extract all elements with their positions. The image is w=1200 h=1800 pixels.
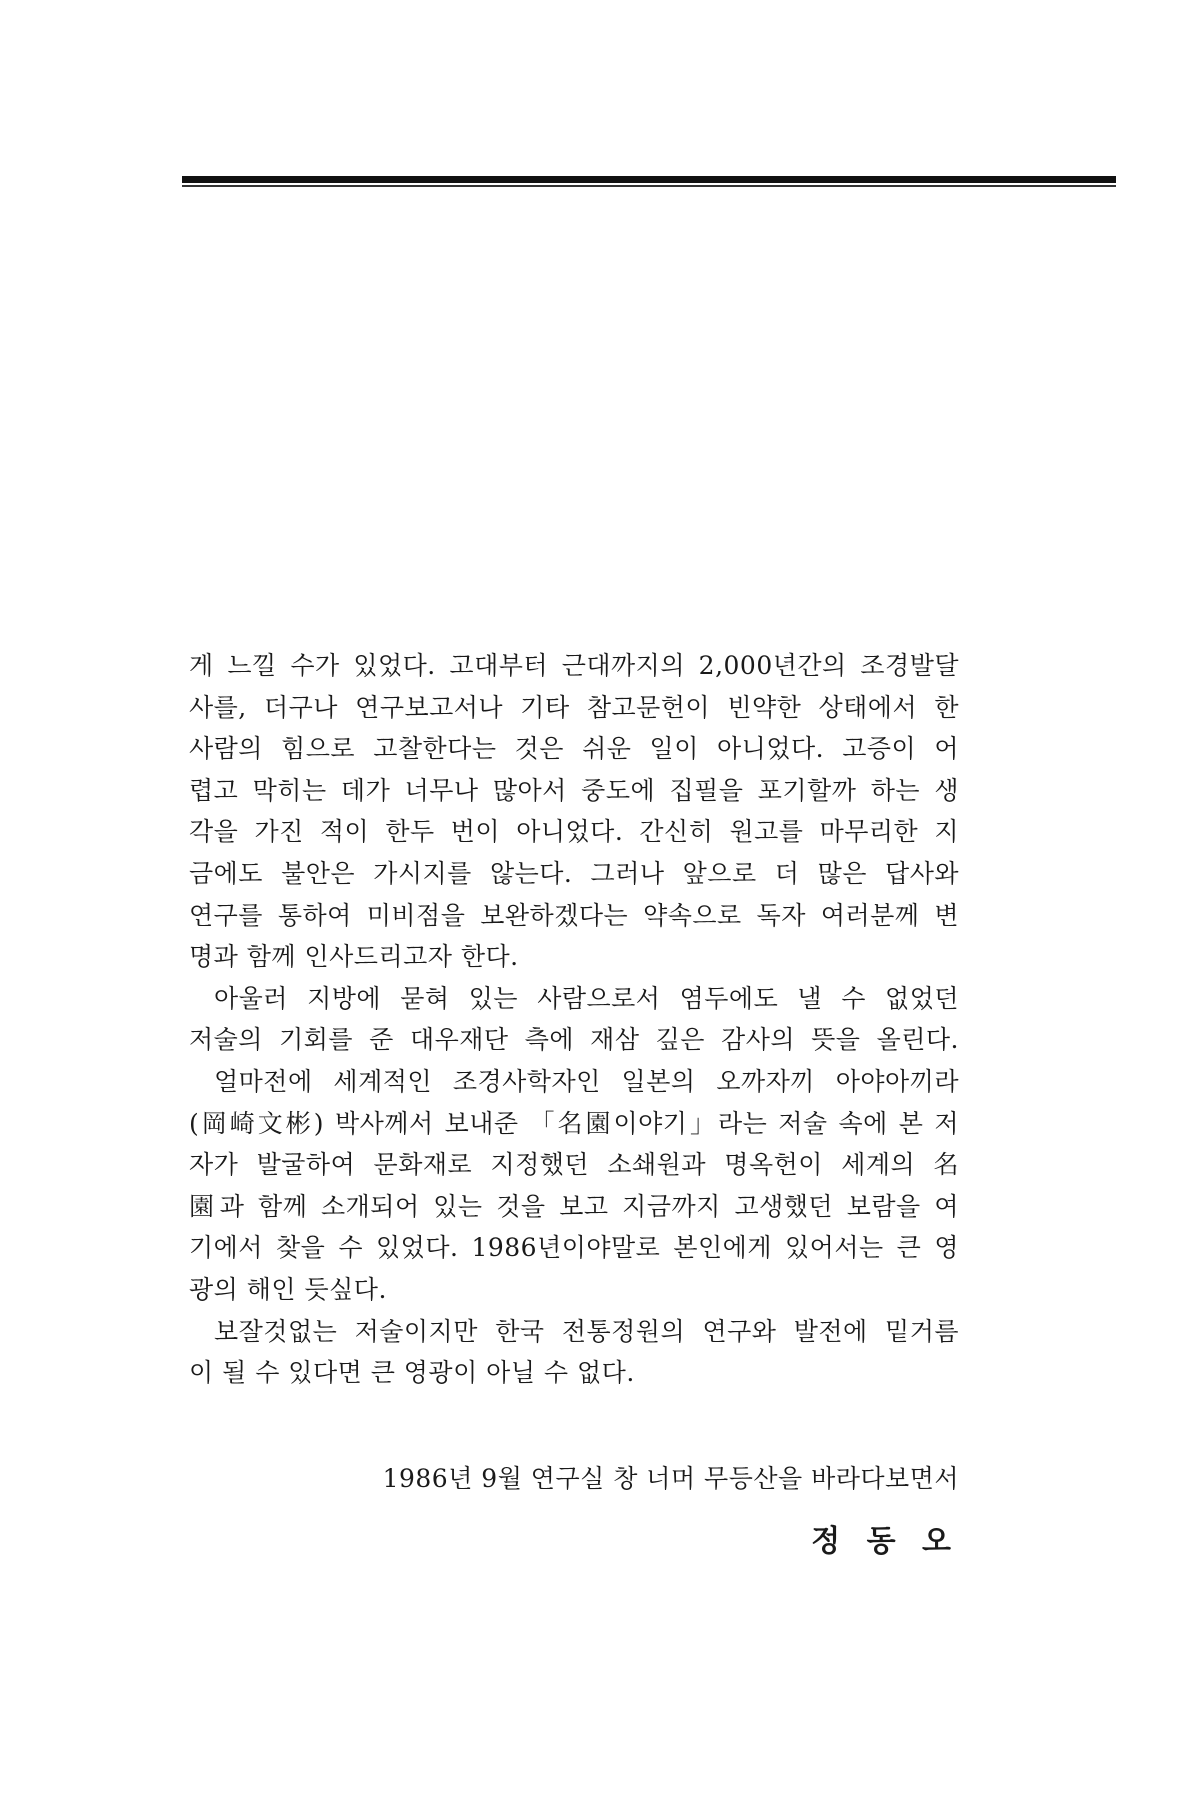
author-signature: 정 동 오 [811, 1524, 959, 1559]
text-line: 사를, 더구나 연구보고서나 기타 참고문헌이 빈약한 상태에서 한 [189, 692, 959, 722]
top-rule-thin [182, 185, 1116, 187]
text-line: 이 될 수 있다면 큰 영광이 아닐 수 없다. [189, 1358, 635, 1388]
closing-block [189, 1458, 959, 1564]
text-line: 연구를 통하여 미비점을 보완하겠다는 약속으로 독자 여러분께 변 [189, 900, 959, 930]
text-line: 아울러 지방에 묻혀 있는 사람으로서 염두에도 낼 수 없었던 [214, 983, 959, 1013]
text-line: 園과 함께 소개되어 있는 것을 보고 지금까지 고생했던 보람을 여 [189, 1191, 959, 1221]
text-line: 기에서 찾을 수 있었다. 1986년이야말로 본인에게 있어서는 큰 영 [189, 1233, 959, 1263]
text-line: 얼마전에 세계적인 조경사학자인 일본의 오까자끼 아야아끼라 [214, 1066, 959, 1096]
date-line: 1986년 9월 연구실 창 너머 무등산을 바라다보면서 [382, 1464, 959, 1493]
text-line: 광의 해인 듯싶다. [189, 1274, 387, 1304]
text-line: 금에도 불안은 가시지를 않는다. 그러나 앞으로 더 많은 답사와 [189, 858, 959, 888]
text-line: 보잘것없는 저술이지만 한국 전통정원의 연구와 발전에 밑거름 [214, 1316, 959, 1346]
top-rule [182, 176, 1116, 183]
paragraph-4 [189, 1311, 959, 1394]
text-line: (岡崎文彬) 박사께서 보내준 「名園이야기」라는 저술 속에 본 저 [189, 1108, 959, 1138]
paragraph-1 [189, 645, 959, 978]
text-line: 렵고 막히는 데가 너무나 많아서 중도에 집필을 포기할까 하는 생 [189, 775, 959, 805]
text-line: 자가 발굴하여 문화재로 지정했던 소쇄원과 명옥헌이 세계의 名 [189, 1150, 959, 1180]
paragraph-3 [189, 1061, 959, 1311]
text-line: 명과 함께 인사드리고자 한다. [189, 942, 519, 972]
body-text [189, 645, 959, 1394]
text-line: 게 느낄 수가 있었다. 고대부터 근대까지의 2,000년간의 조경발달 [189, 651, 959, 680]
paragraph-2 [189, 978, 959, 1061]
text-line: 사람의 힘으로 고찰한다는 것은 쉬운 일이 아니었다. 고증이 어 [189, 734, 959, 764]
text-line: 저술의 기회를 준 대우재단 측에 재삼 깊은 감사의 뜻을 올린다. [189, 1025, 959, 1055]
text-line: 각을 가진 적이 한두 번이 아니었다. 간신히 원고를 마무리한 지 [189, 817, 959, 847]
